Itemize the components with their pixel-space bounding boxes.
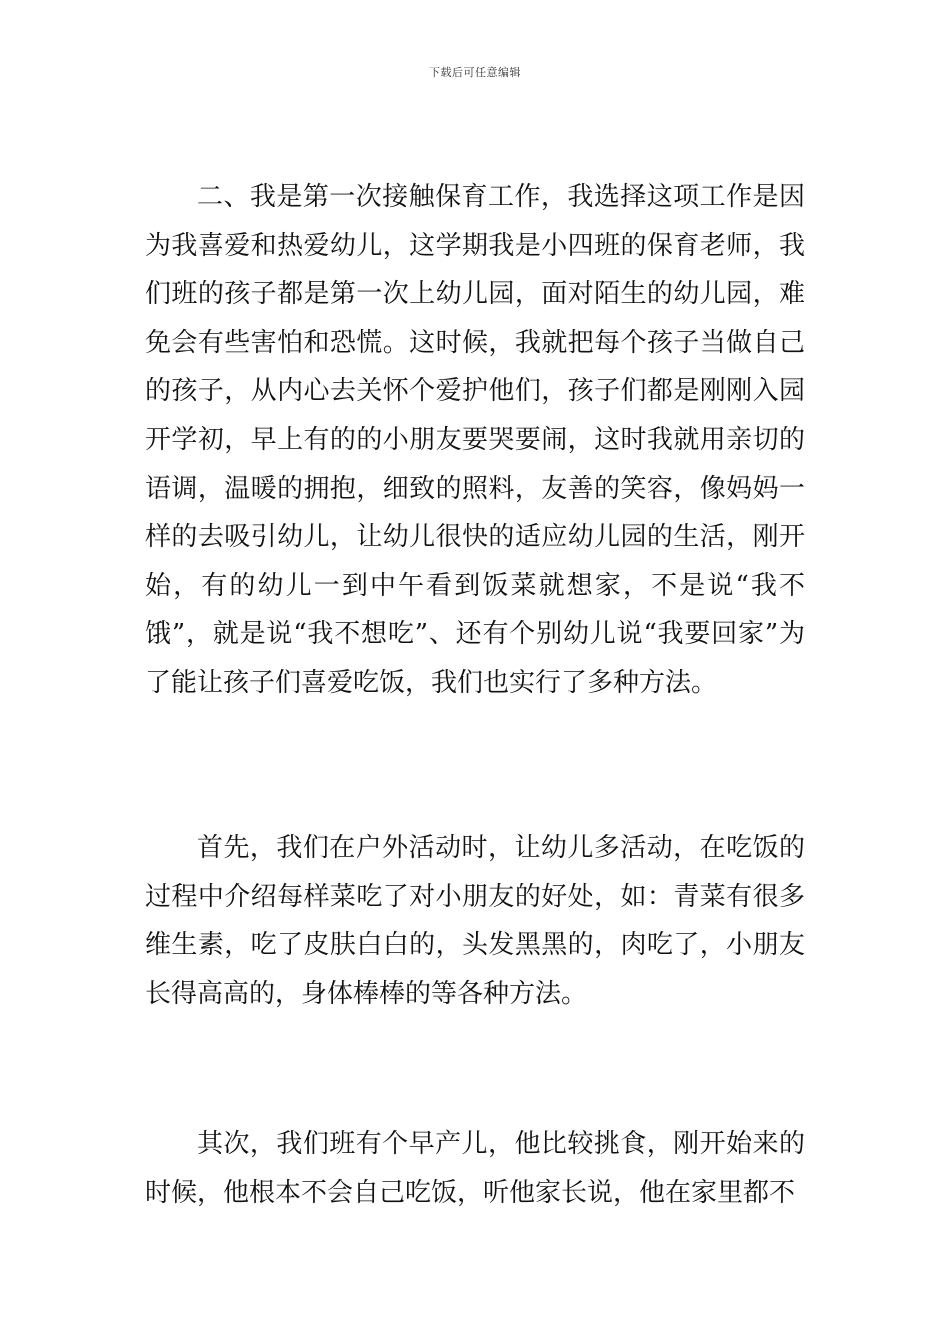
paragraph-2: 首先，我们在户外活动时，让幼儿多活动，在吃饭的过程中介绍每样菜吃了对小朋友的好处，如：青菜有很多维生素，吃了皮肤白白的，头发黑黑的，肉吃了，小朋友长得高高的，身体棒棒的等各种方法。 — [145, 833, 805, 1009]
paragraph-3: 其次，我们班有个早产儿，他比较挑食，刚开始来的时候，他根本不会自己吃饭，听他家长说，他在家里都不 — [145, 1129, 805, 1208]
page-header: 下载后可任意编辑 — [429, 66, 521, 79]
paragraph-1: 二、我是第一次接触保育工作，我选择这项工作是因为我喜爱和热爱幼儿，这学期我是小四班的保育老师，我们班的孩子都是第一次上幼儿园，面对陌生的幼儿园，难免会有些害怕和恐慌。这时候，我就把每个孩子当做自己的孩子，从内心去关怀个爱护他们，孩子们都是刚刚入园开学初，早上有的的小朋友要哭要闹，这时我就用亲切的语调，温暖的拥抱，细致的照料，友善的笑容，像妈妈一样的去吸引幼儿，让幼儿很快的适应幼儿园的生活，刚开始，有的幼儿一到中午看到饭菜就想家，不是说“我不饿”，就是说“我不想吃”、还有个别幼儿说“我要回家”为了能让孩子们喜爱吃饭，我们也实行了多种方法。 — [145, 182, 805, 698]
